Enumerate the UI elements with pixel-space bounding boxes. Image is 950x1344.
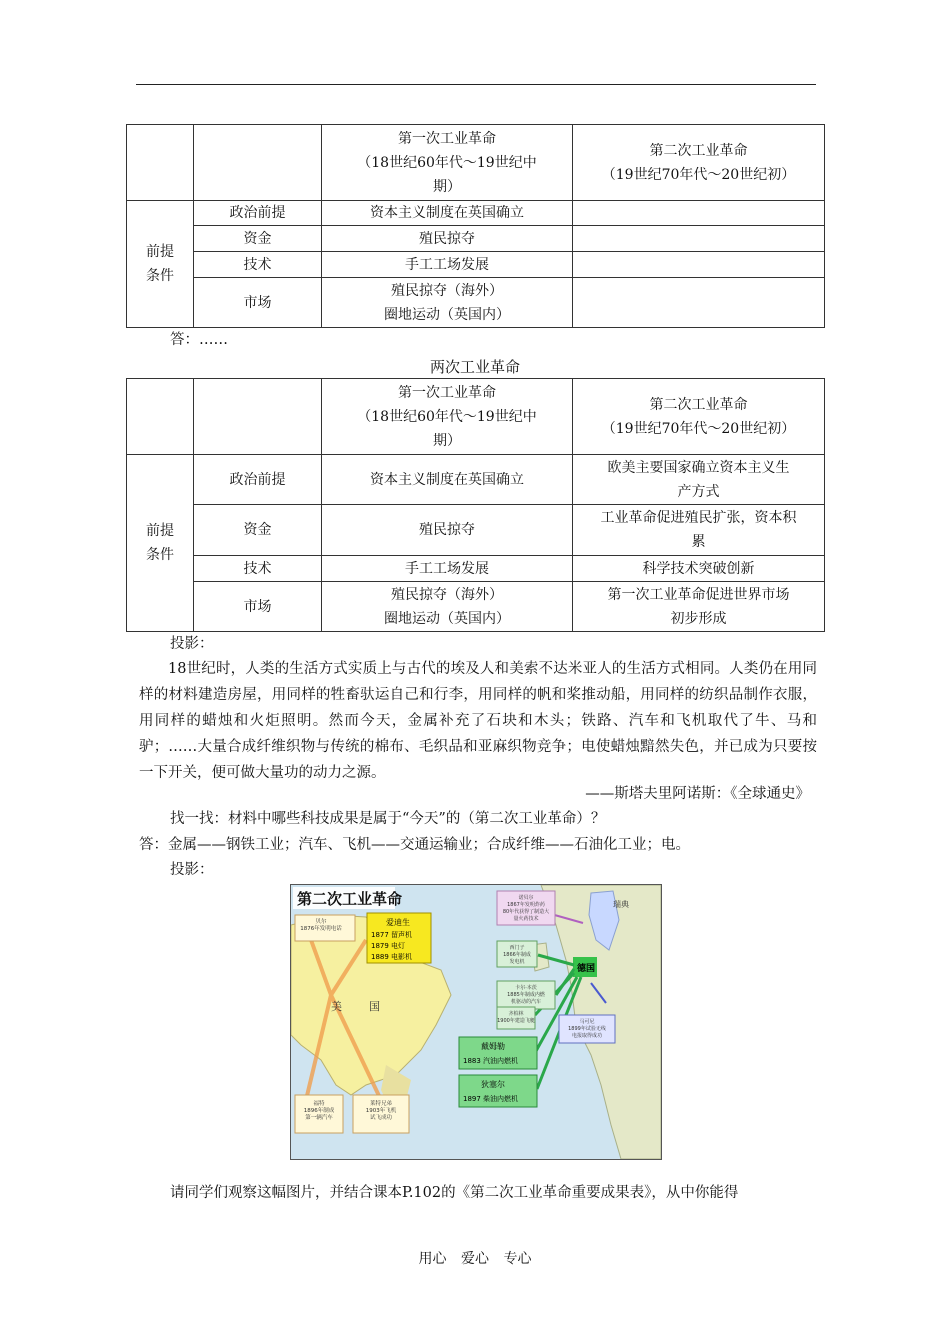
cell-second — [573, 201, 825, 226]
row-label: 技术 — [194, 556, 322, 582]
cell-first: 手工工场发展 — [322, 252, 573, 278]
group-label-prerequisites: 前提 条件 — [127, 201, 194, 328]
table-cell-empty — [194, 379, 322, 455]
table-cell-empty — [127, 379, 194, 455]
usa-label-1: 美 — [331, 1000, 342, 1013]
table-header-row — [127, 125, 825, 201]
edison-item-3: 1889 电影机 — [371, 953, 413, 961]
cell-second: 欧美主要国家确立资本主义生 产方式 — [573, 455, 825, 505]
benz-text: 卡尔·本茨 1885年制成内燃机驱动的汽车 — [507, 985, 545, 1005]
header-rule — [136, 84, 816, 85]
table-cell-empty — [127, 125, 194, 201]
daimler-name: 戴姆勒 — [481, 1042, 505, 1051]
daimler-item: 1883 汽油内燃机 — [463, 1057, 519, 1065]
table-cell-empty — [194, 125, 322, 201]
usa-label-2: 国 — [369, 1000, 380, 1013]
projection-label: 投影： — [170, 636, 214, 652]
diesel-item: 1897 柴油内燃机 — [463, 1095, 519, 1103]
marconi-text: 马可尼 1899年试验无线电报取得成功 — [568, 1019, 606, 1039]
cell-second: 第一次工业革命促进世界市场 初步形成 — [573, 582, 825, 632]
cell-first: 殖民掠夺（海外） 圈地运动（英国内） — [322, 582, 573, 632]
edison-item-1: 1877 留声机 — [371, 931, 413, 939]
row-label: 市场 — [194, 278, 322, 328]
map-title: 第二次工业革命 — [297, 890, 403, 908]
header-second-revolution: 第二次工业革命 （19世纪70年代～20世纪初） — [573, 379, 825, 455]
cell-second: 科学技术突破创新 — [573, 556, 825, 582]
wright-text: 莱特兄弟 1903年飞机试飞成功 — [365, 1101, 397, 1121]
map-svg — [291, 885, 661, 1159]
row-label: 资金 — [194, 505, 322, 556]
comparison-table-filled — [126, 378, 825, 632]
diesel-name: 狄塞尔 — [481, 1080, 505, 1089]
nobel-text: 诺贝尔 1867年发明炸药 80年代获得了制造大量火药技术 — [502, 895, 550, 922]
header-first-revolution: 第一次工业革命 （18世纪60年代～19世纪中 期） — [322, 125, 573, 201]
cell-first: 殖民掠夺（海外） 圈地运动（英国内） — [322, 278, 573, 328]
quote-paragraph: 18世纪时，人类的生活方式实质上与古代的埃及人和美索不达米亚人的生活方式相同。人类仍在用同样的材料建造房屋，用同样的牲畜驮运自己和行李，用同样的帆和桨推动船，用同样的纺织品制作衣服，用同样的蜡烛和火炬照明。然而今天，金属补充了石块和木头；铁路、汽车和飞机取代了牛、马和驴；……大量合成纤维织物与传统的棉布、毛织品和亚麻织物竞争；电使蜡烛黯然失色，并已成为只要按一下开关，便可做大量功的动力之源。 — [139, 661, 817, 781]
ford-text: 福特 1896年制成第一辆汽车 — [303, 1101, 335, 1121]
answer-text: 答：金属——钢铁工业；汽车、飞机——交通运输业；合成纤维——石油化工业；电。 — [139, 837, 690, 853]
cell-first: 资本主义制度在英国确立 — [322, 201, 573, 226]
row-label: 技术 — [194, 252, 322, 278]
cell-second — [573, 252, 825, 278]
group-label-prerequisites: 前提 条件 — [127, 455, 194, 632]
table-row — [127, 505, 825, 556]
cell-second — [573, 278, 825, 328]
cell-first: 殖民掠夺 — [322, 226, 573, 252]
cell-second — [573, 226, 825, 252]
header-first-revolution: 第一次工业革命 （18世纪60年代～19世纪中 期） — [322, 379, 573, 455]
answer-label: 答：…… — [170, 332, 228, 348]
table-row — [127, 252, 825, 278]
germany-label: 德国 — [577, 964, 596, 974]
question-text: 找一找：材料中哪些科技成果是属于“今天”的（第二次工业革命）？ — [170, 811, 606, 827]
table-row — [127, 226, 825, 252]
edison-item-2: 1879 电灯 — [371, 942, 406, 950]
cell-first: 手工工场发展 — [322, 556, 573, 582]
cell-second: 工业革命促进殖民扩张，资本积 累 — [573, 505, 825, 556]
projection-label: 投影： — [170, 862, 214, 878]
comparison-table-blank — [126, 124, 825, 328]
table-row — [127, 455, 825, 505]
bell-text: 贝尔 1876年发明电话 — [300, 919, 342, 932]
table-row — [127, 582, 825, 632]
siemens-text: 西门子 1866年制成发电机 — [503, 945, 531, 965]
header-second-revolution: 第二次工业革命 （19世纪70年代～20世纪初） — [573, 125, 825, 201]
row-label: 资金 — [194, 226, 322, 252]
page-footer: 用心 爱心 专心 — [418, 1251, 532, 1267]
cell-first: 资本主义制度在英国确立 — [322, 455, 573, 505]
quote-source: ——斯塔夫里阿诺斯：《全球通史》 — [585, 786, 810, 802]
edison-name: 爱迪生 — [386, 918, 410, 927]
sweden-label: 瑞典 — [613, 900, 629, 909]
closing-paragraph: 请同学们观察这幅图片，并结合课本P.102的《第二次工业革命重要成果表》，从中你能得 — [170, 1185, 739, 1201]
cell-first: 殖民掠夺 — [322, 505, 573, 556]
table-header-row — [127, 379, 825, 455]
row-label: 政治前提 — [194, 201, 322, 226]
table-row — [127, 278, 825, 328]
zeppelin-text: 齐柏林 1900年建造飞艇 — [497, 1011, 535, 1024]
table-row — [127, 201, 825, 226]
second-industrial-revolution-map — [290, 884, 662, 1160]
row-label: 政治前提 — [194, 455, 322, 505]
table-caption: 两次工业革命 — [429, 358, 520, 376]
row-label: 市场 — [194, 582, 322, 632]
table-row — [127, 556, 825, 582]
